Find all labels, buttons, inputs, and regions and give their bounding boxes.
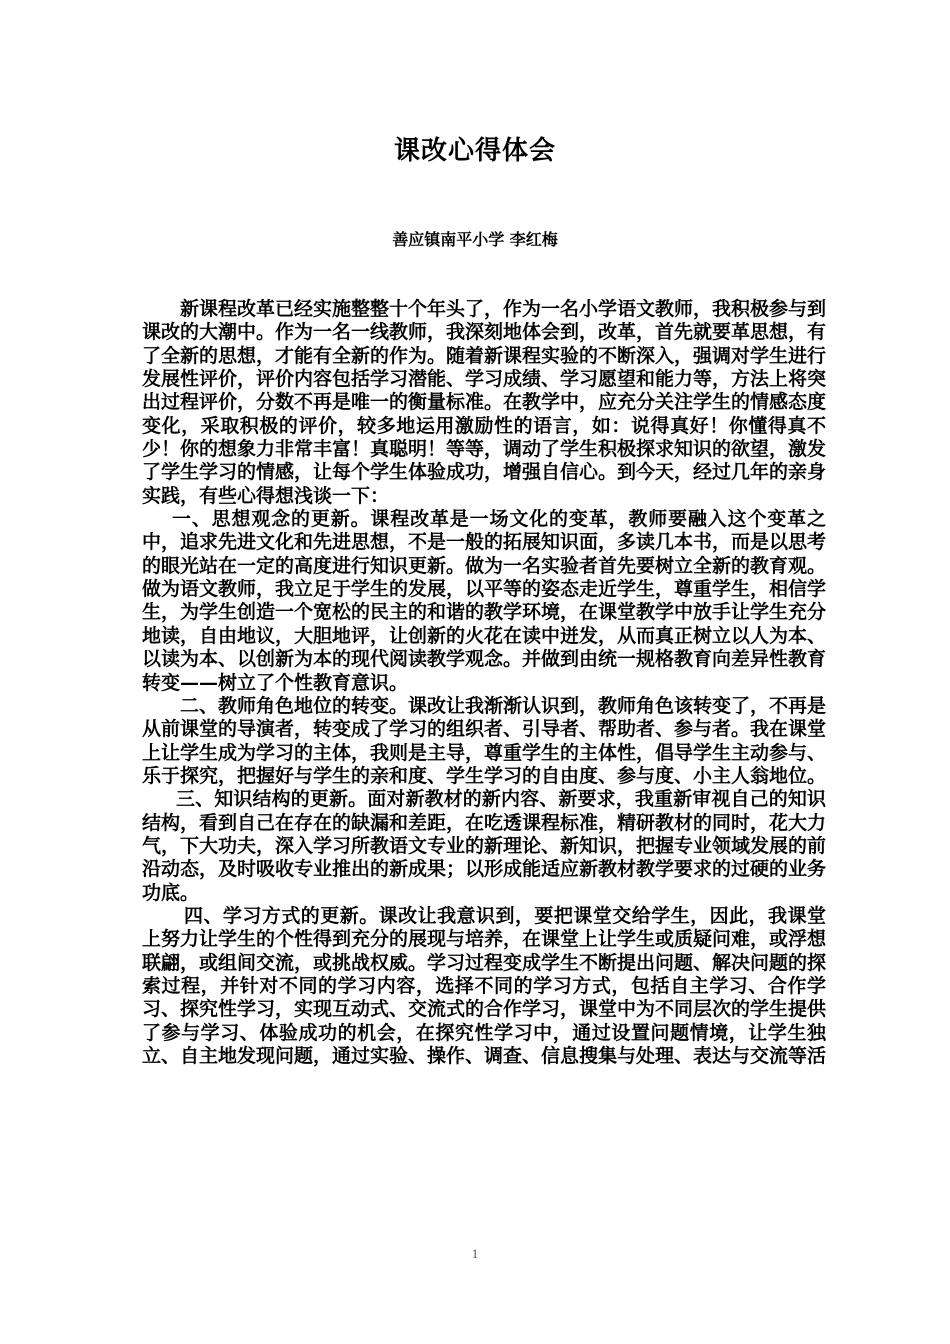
document-body: [142, 298, 826, 1068]
paragraph-section-2: 二、教师角色地位的转变。课改让我渐渐认识到，教师角色该转变了，不再是从前课堂的导演者，转变成了学习的组织者、引导者、帮助者、参与者。我在课堂上让学生成为学习的主体，我则是主导，尊重学生的主体性，倡导学生主动参与、乐于探究，把握好与学生的亲和度、学生学习的自由度、参与度、小主人翁地位。: [142, 694, 827, 787]
paragraph-section-1: 一、思想观念的更新。课程改革是一场文化的变革，教师要融入这个变革之中，追求先进文化和先进思想，不是一般的拓展知识面，多读几本书，而是以思考的眼光站在一定的高度进行知识更新。做为一名实验者首先要树立全新的教育观。做为语文教师，我立足于学生的发展，以平等的姿态走近学生，尊重学生，相信学生，为学生创造一个宽松的民主的和谐的教学环境，在课堂教学中放手让学生充分地读，自由地议，大胆地评，让创新的火花在读中迸发，从而真正树立以人为本、以读为本、以创新为本的现代阅读教学观念。并做到由统一规格教育向差异性教育转变——树立了个性教育意识。: [142, 508, 827, 694]
paragraph-intro: 新课程改革已经实施整整十个年头了，作为一名小学语文教师，我积极参与到课改的大潮中。作为一名一线教师，我深刻地体会到，改革，首先就要革思想，有了全新的思想，才能有全新的作为。随着新课程实验的不断深入，强调对学生进行发展性评价，评价内容包括学习潜能、学习成绩、学习愿望和能力等，方法上将突出过程评价，分数不再是唯一的衡量标准。在教学中，应充分关注学生的情感态度变化，采取积极的评价，较多地运用激励性的语言，如：说得真好！你懂得真不少！你的想象力非常丰富！真聪明！等等，调动了学生积极探求知识的欲望，激发了学生学习的情感，让每个学生体验成功，增强自信心。到今天，经过几年的亲身实践，有些心得想浅谈一下：: [142, 298, 827, 507]
paragraph-section-3: 三、知识结构的更新。面对新教材的新内容、新要求，我重新审视自己的知识结构，看到自己在存在的缺漏和差距，在吃透课程标准，精研教材的同时，花大力气，下大功夫，深入学习所教语文专业的新理论、新知识，把握专业领域发展的前沿动态，及时吸收专业推出的新成果；以形成能适应新教材教学要求的过硬的业务功底。: [142, 788, 827, 904]
document-author: 善应镇南平小学 李红梅: [392, 230, 558, 249]
page-number: 1: [471, 1246, 479, 1261]
paragraph-section-4: 四、学习方式的更新。课改让我意识到，要把课堂交给学生，因此，我课堂上努力让学生的个性得到充分的展现与培养，在课堂上让学生或质疑问难，或浮想联翩，或组间交流，或挑战权威。学习过程变成学生不断提出问题、解决问题的探索过程，并针对不同的学习内容，选择不同的学习方式，包括自主学习、合作学习、探究性学习，实现互动式、交流式的合作学习，课堂中为不同层次的学生提供了参与学习、体验成功的机会，在探究性学习中，通过设置问题情境，让学生独立、自主地发现问题，通过实验、操作、调查、信息搜集与处理、表达与交流等活: [142, 904, 827, 1067]
document-title: 课改心得体会: [393, 136, 556, 166]
